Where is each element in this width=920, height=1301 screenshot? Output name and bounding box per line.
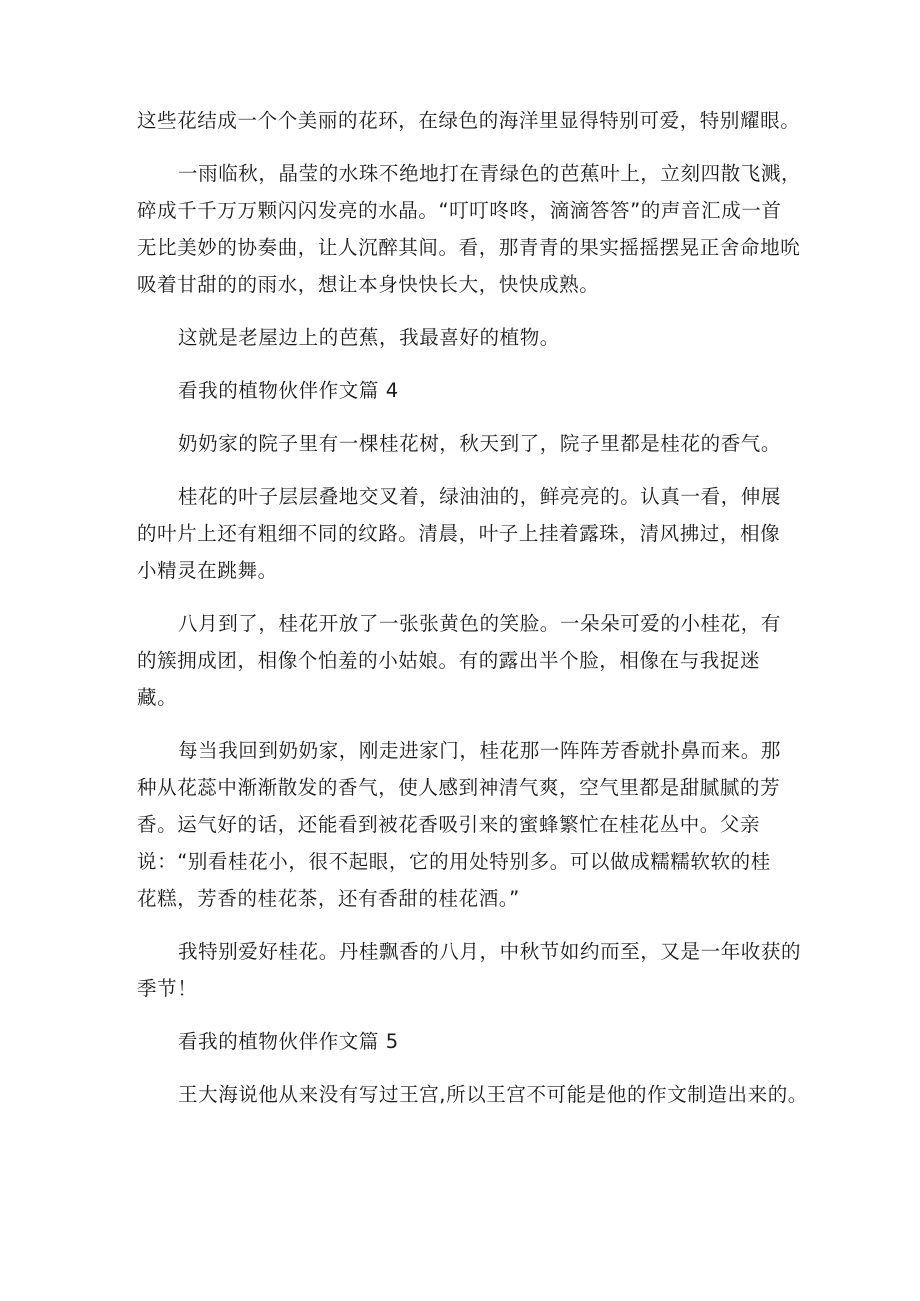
paragraph-first-line: 八月到了，桂花开放了一张张黄色的笑脸。一朵朵可爱的小桂花，有 [178,612,782,635]
text-line: 无比美妙的协奏曲，让人沉醉其间。看，那青青的果实摇摇摆晃正舍命地吮 [137,236,801,259]
text-line: 的叶片上还有粗细不同的纹路。清晨，叶子上挂着露珠，清风拂过，相像 [137,522,781,545]
paragraph-first-line: 这就是老屋边上的芭蕉，我最喜好的植物。 [178,326,560,349]
text-line: 的簇拥成团，相像个怕羞的小姑娘。有的露出半个脸，相像在与我捉迷 [137,649,761,672]
section-heading: 看我的植物伙伴作文篇 5 [178,1030,399,1053]
paragraph-first-line: 我特别爱好桂花。丹桂飘香的八月，中秋节如约而至，又是一年收获的 [178,940,802,963]
text-line: 花糕，芳香的桂花茶，还有香甜的桂花酒。” [137,887,520,910]
text-line: 季节！ [137,977,198,1000]
text-line: 小精灵在跳舞。 [137,559,278,582]
paragraph-first-line: 每当我回到奶奶家，刚走进家门，桂花那一阵阵芳香就扑鼻而来。那 [178,739,782,762]
paragraph-first-line: 桂花的叶子层层叠地交叉着，绿油油的，鲜亮亮的。认真一看，伸展 [178,485,782,508]
text-line: 说：“别看桂花小，很不起眼，它的用处特别多。可以做成糯糯软软的桂 [137,850,771,873]
text-line: 藏。 [137,686,178,709]
text-line: 碎成千千万万颗闪闪发亮的水晶。“叮叮咚咚，滴滴答答”的声音汇成一首 [137,199,782,222]
section-heading: 看我的植物伙伴作文篇 4 [178,379,399,402]
paragraph-first-line: 一雨临秋，晶莹的水珠不绝地打在青绿色的芭蕉叶上，立刻四散飞溅， [178,162,802,185]
text-line: 吸着甘甜的的雨水，想让本身快快长大，快快成熟。 [137,273,600,296]
paragraph-first-line: 王大海说他从来没有写过王宫,所以王宫不可能是他的作文制造出来的。 [178,1083,808,1106]
text-line: 香。运气好的话，还能看到被花香吸引来的蜜蜂繁忙在桂花丛中。父亲 [137,813,761,836]
paragraph-first-line: 奶奶家的院子里有一棵桂花树，秋天到了，院子里都是桂花的香气。 [178,432,782,455]
text-line: 这些花结成一个个美丽的花环，在绿色的海洋里显得特别可爱，特别耀眼。 [137,109,801,132]
text-line: 种从花蕊中渐渐散发的香气，使人感到神清气爽，空气里都是甜腻腻的芳 [137,776,781,799]
